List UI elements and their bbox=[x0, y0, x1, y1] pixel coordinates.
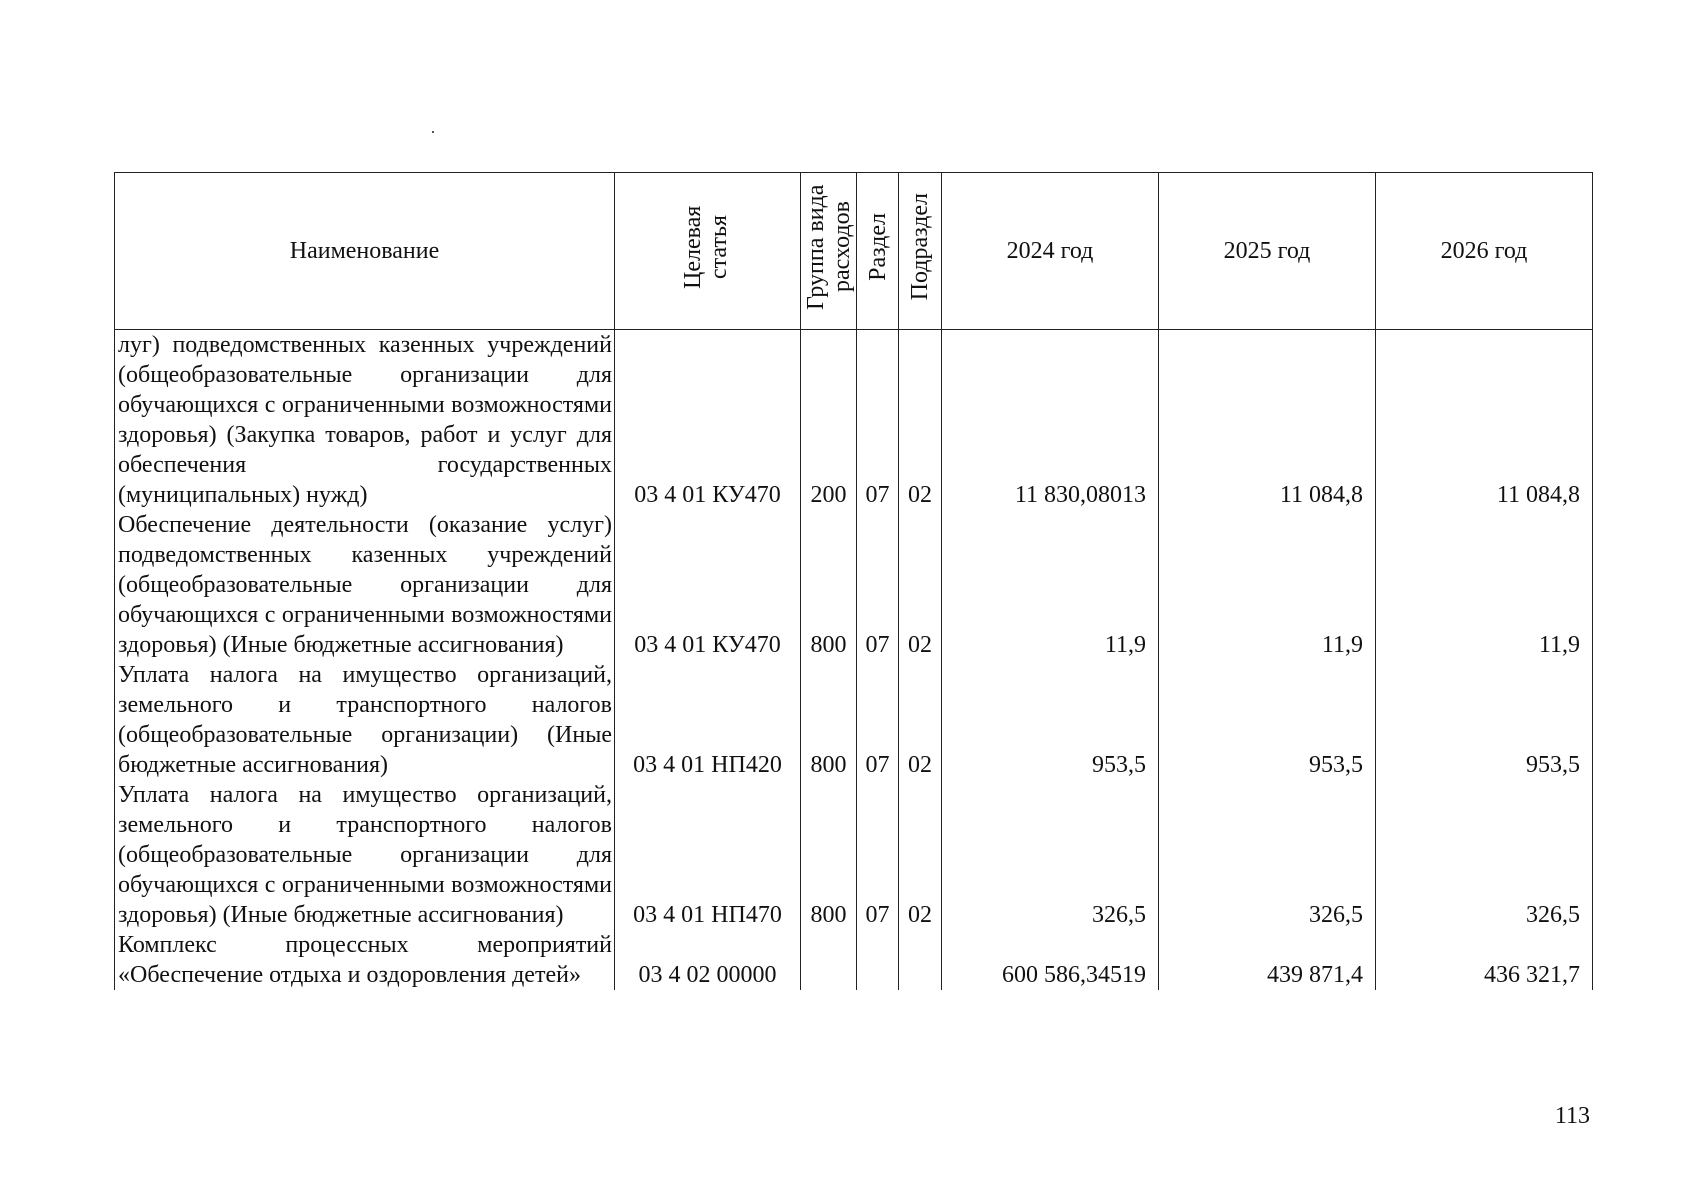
row-value-2025: 11,9 bbox=[1159, 510, 1376, 660]
row-value-2026: 326,5 bbox=[1376, 780, 1593, 930]
row-value-2024: 11,9 bbox=[942, 510, 1159, 660]
table-row bbox=[115, 930, 1593, 990]
row-value-2024: 600 586,34519 bbox=[942, 930, 1159, 990]
row-value-2025: 326,5 bbox=[1159, 780, 1376, 930]
row-value-2025: 11 084,8 bbox=[1159, 330, 1376, 511]
row-section: 07 bbox=[857, 330, 899, 511]
page-number: 113 bbox=[1554, 1103, 1590, 1129]
row-value-2024: 326,5 bbox=[942, 780, 1159, 930]
header-subsection: Подраздел bbox=[899, 173, 942, 330]
header-year-2026: 2026 год bbox=[1376, 173, 1593, 330]
row-value-2026: 953,5 bbox=[1376, 660, 1593, 780]
row-target-article: 03 4 01 НП420 bbox=[615, 660, 801, 780]
stray-mark bbox=[432, 131, 434, 133]
row-expense-group: 800 bbox=[801, 510, 857, 660]
header-row bbox=[115, 173, 1593, 330]
row-expense-group: 200 bbox=[801, 330, 857, 511]
header-year-2025: 2025 год bbox=[1159, 173, 1376, 330]
row-subsection: 02 bbox=[899, 510, 942, 660]
row-value-2025: 953,5 bbox=[1159, 660, 1376, 780]
table-row bbox=[115, 330, 1593, 511]
table-row bbox=[115, 780, 1593, 930]
header-section: Раздел bbox=[857, 173, 899, 330]
header-target-article: Целевая статья bbox=[615, 173, 801, 330]
row-expense-group: 800 bbox=[801, 660, 857, 780]
header-expense-group: Группа вида расходов bbox=[801, 173, 857, 330]
row-name: Уплата налога на имущество организаций, земельного и транспортного налогов (общеобразовательные организации) (Иные бюджетные ассигнования) bbox=[115, 660, 615, 780]
row-value-2025: 439 871,4 bbox=[1159, 930, 1376, 990]
row-expense-group: 800 bbox=[801, 780, 857, 930]
row-expense-group bbox=[801, 930, 857, 990]
table-row bbox=[115, 660, 1593, 780]
row-target-article: 03 4 01 НП470 bbox=[615, 780, 801, 930]
header-year-2024: 2024 год bbox=[942, 173, 1159, 330]
row-section: 07 bbox=[857, 780, 899, 930]
row-subsection: 02 bbox=[899, 330, 942, 511]
row-name: Уплата налога на имущество организаций, земельного и транспортного налогов (общеобразовательные организации для обучающихся с ограниченными возможностями здоровья) (Иные бюджетные ассигнования) bbox=[115, 780, 615, 930]
row-value-2024: 11 830,08013 bbox=[942, 330, 1159, 511]
row-value-2026: 11,9 bbox=[1376, 510, 1593, 660]
budget-table bbox=[114, 172, 1593, 990]
header-name: Наименование bbox=[115, 173, 615, 330]
table-row bbox=[115, 510, 1593, 660]
row-subsection: 02 bbox=[899, 660, 942, 780]
row-section: 07 bbox=[857, 660, 899, 780]
row-value-2024: 953,5 bbox=[942, 660, 1159, 780]
row-name: Обеспечение деятельности (оказание услуг) подведомственных казенных учреждений (общеобразовательные организации для обучающихся с ограниченными возможностями здоровья) (Иные бюджетные ассигнования) bbox=[115, 510, 615, 660]
row-name: Комплекс процессных мероприятий «Обеспечение отдыха и оздоровления детей» bbox=[115, 930, 615, 990]
row-section: 07 bbox=[857, 510, 899, 660]
row-target-article: 03 4 01 КУ470 bbox=[615, 330, 801, 511]
row-target-article: 03 4 01 КУ470 bbox=[615, 510, 801, 660]
row-value-2026: 11 084,8 bbox=[1376, 330, 1593, 511]
row-name: луг) подведомственных казенных учреждений (общеобразовательные организации для обучающихся с ограниченными возможностями здоровья) (Закупка товаров, работ и услуг для обеспечения государственных (муниципальных) нужд) bbox=[115, 330, 615, 511]
row-section bbox=[857, 930, 899, 990]
row-subsection bbox=[899, 930, 942, 990]
row-value-2026: 436 321,7 bbox=[1376, 930, 1593, 990]
row-subsection: 02 bbox=[899, 780, 942, 930]
row-target-article: 03 4 02 00000 bbox=[615, 930, 801, 990]
